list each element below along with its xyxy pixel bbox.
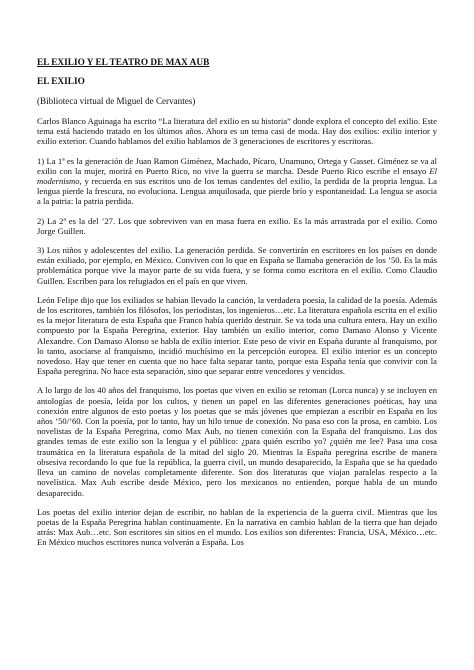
paragraph: Carlos Blanco Aguinaga ha escrito “La literatura del exilio en su historia” donde explora el concepto del exilio. Este tema está haciendo tratado en los últimos años. Ahora es un tema casi de moda. Hay dos exilios: exilio interior y exilio exterior. Cuando hablamos del exilio hablamos de 3 generaciones de escritores y escritoras. [37,116,437,147]
paragraph: León Felipe dijo que los exiliados se habían llevado la canción, la verdadera poesía, la calidad de la poesía. Además de los escritores, también los filósofos, los periodistas, los ingenieros…etc. La literatura española escrita en el exilio es la mejor literatura de esta España que Franco había querido destruir. Se va toda una cultura entera. Hay un exilio compuesto por la España Peregrina, exterior. Hay también un exilio interior, como Damaso Alonso y Vicente Alexandre. Con Damaso Alonso se habla de exilio interior. Este peso de vivir en España durante al franquismo, por lo tanto, asociarse al franquismo, incidió muchísimo en la percepción europea. El exilio interior es un concepto novedoso. Hay que tener en cuenta que no hace falta separar tanto, porque esta España tenía que convivir con la España peregrina. No hace esta separación, sino que separar entre vencedores y vencidos. [37,294,437,377]
paragraph: 2) La 2ª es la del ’27. Los que sobreviven van en masa fuera en exilio. Es la más arrastrada por el exilio. Como Jorge Guillen. [37,215,437,236]
source-note: (Biblioteca virtual de Miguel de Cervantes) [37,96,196,106]
essay-title: El modernismo [37,165,437,187]
document-title: EL EXILIO Y EL TEATRO DE MAX AUB [37,58,210,68]
section-heading: EL EXILIO [37,77,85,87]
paragraph: 1) La 1ª es la generación de Juan Ramon Giménez, Machado, Pícaro, Unamuno, Ortega y Gasset. Giménez se va al exilio con la mujer, morirá en Puerto Rico, no vive la guerra se marcha. Desde Puerto Rico escribe el ensayo El modernismo, y recuerda en sus escritos uno de los temas candentes del exilio, la perdida de la propria lengua. La lengua pierde la frescura, no evoluciona. Lengua anquilosada, que pierde brío y espontaneidad. La lengua se asocia a la patria: la patria perdida. [37,155,437,207]
paragraph: Los poetas del exilio interior dejan de escribir, no hablan de la experiencia de la guerra civil. Mientras que los poetas de la España Peregrina hablan continuamente. En la narrativa en cambio hablan de la tierra que han dejado atrás: Max Aub…etc. Son escritores sin sitios en el mundo. Los exilios son diferentes: Francia, USA, México…etc. En México muchos escritores nunca volverán a España. Los [37,506,437,548]
paragraph: A lo largo de los 40 años del franquismo, los poetas que viven en exilio se retoman (Lorca nunca) y se incluyen en antologías de poesía, leída por los cultos, y tienen un papel en las diferentes generaciones poéticas, hay una conexión entre algunos de esto poetas y los poetas que se más jóvenes que empiezan a escribir en España en los años ’50/’60. Con la poesía, por lo tanto, hay un hilo tenue de conexión. No pasa eso con la prosa, en cambio. Los novelistas de la España Peregrina, como Max Aub, no tienen conexión con la España del franquismo. Los dos grandes temas de este exilio son la lengua y el público: ¿para quién escribo yo? ¿quién me lee? Pasa una cosa traumática en la literatura española de la mitad del siglo 20. Mientras la España peregrina escribe de manera obsesiva recordando lo que fue la república, la guerra civil, un mundo desaparecido, la España que se ha quedado lleva un camino de novelas completamente diferente. Son dos literaturas que viajan paralelas respecto a la novelística. Max Aub escribe desde México, pero los mexicanos no entienden, porque habla de un mundo desaparecido. [37,385,437,498]
paragraph: 3) Los niños y adolescentes del exilio. La generación perdida. Se convertirán en escritores en los países en donde están exiliado, por ejemplo, en México. Conviven con lo que en España se llamaba generación de los ’50. Es la más problemática porque vive la mayor parte de su vida fuera, y se forma como escritora en el exilio. Como Claudio Guillen. Escriben para los refugiados en el país en que viven. [37,245,437,286]
